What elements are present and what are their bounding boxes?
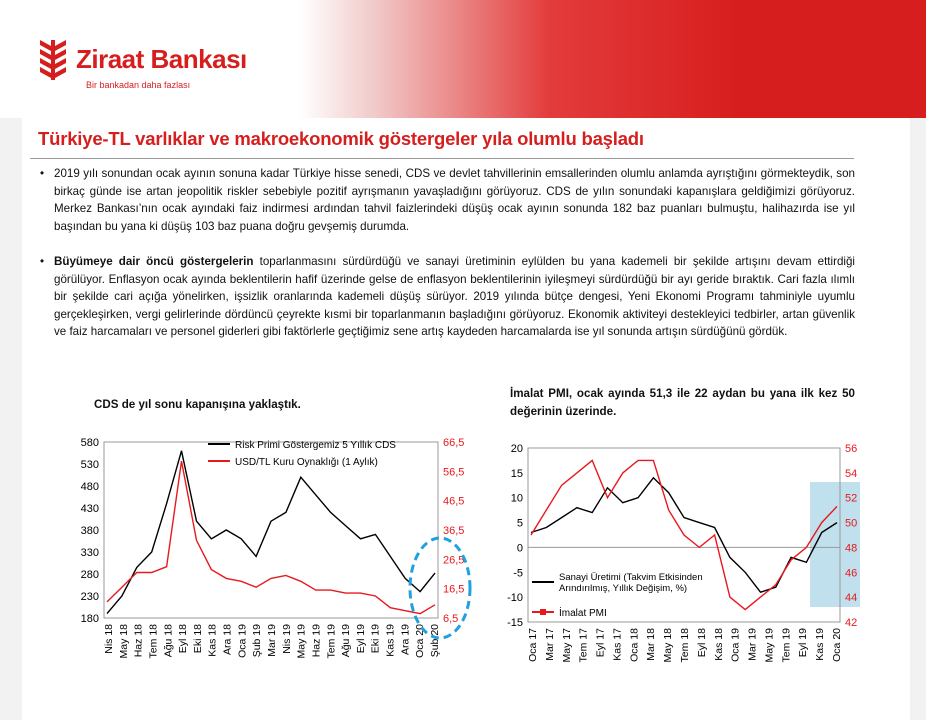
x-tick-label: Nis 18	[103, 624, 115, 654]
y-right-tick-label: 16,5	[443, 583, 465, 596]
x-tick-label: Kas 19	[814, 628, 827, 661]
y-left-tick-label: 530	[80, 459, 99, 471]
x-tick-label: Eyl 19	[797, 628, 810, 658]
x-tick-label: May 18	[117, 624, 130, 659]
y-right-tick-label: 56,5	[443, 466, 465, 479]
x-tick-label: Mar 19	[746, 628, 759, 661]
y-right-tick-label: 6,5	[443, 613, 459, 625]
x-tick-label: Tem 19	[325, 624, 338, 659]
x-tick-label: Tem 18	[679, 628, 691, 663]
y-right-tick-label: 46	[845, 567, 858, 580]
x-tick-label: Kas 18	[206, 624, 219, 657]
legend-label: İmalat PMI	[559, 608, 607, 619]
legend-label: Risk Primi Göstergemiz 5 Yıllık CDS	[235, 440, 396, 451]
x-tick-label: Oca 19	[236, 624, 249, 658]
wheat-logo-icon	[36, 38, 70, 82]
bullet-icon: •	[40, 167, 45, 180]
header-red-banner	[300, 0, 926, 118]
paragraph-1-text: 2019 yılı sonundan ocak ayının sonuna kadar Türkiye hisse senedi, CDS ve devlet tahvillerinin emsallerinden olumlu anlamda ayrıştığını görmekteydik, son birkaç günde ise artan jeopolitik riskler sebebiyle pozitif ayrışmanın yavaşladığını görüyoruz. CDS de yılın sonundaki kapanışlara geldiğimizi görüyoruz. Merkez Bankası’nın ocak ayındaki faiz indirmesi ardından tahvil faizlerindeki düşüş ocak ayının sonunda 182 baz puanları bulmuştu, halihazırda ise yıl başından bu yana ki düşüş 103 baz puana doğru gevşemiş durumda.	[54, 167, 855, 233]
x-tick-label: Mar 17	[543, 628, 556, 661]
x-tick-label: Eyl 17	[594, 628, 607, 658]
x-tick-label: Tem 19	[780, 628, 793, 663]
y-left-tick-label: 20	[510, 443, 523, 455]
y-left-tick-label: 330	[80, 547, 99, 559]
x-tick-label: Ağu 19	[340, 624, 353, 658]
cds-chart	[60, 420, 480, 670]
x-tick-label: Ara 18	[221, 624, 234, 655]
x-tick-label: Tem 17	[577, 628, 590, 663]
y-left-tick-label: 10	[510, 492, 523, 505]
x-tick-label: Eki 18	[191, 624, 204, 654]
x-tick-label: Eyl 18	[177, 624, 190, 654]
y-right-tick-label: 46,5	[443, 495, 465, 508]
brand-tagline: Bir bankadan daha fazlası	[86, 80, 191, 90]
pmi-chart	[490, 432, 870, 672]
y-right-tick-label: 42	[845, 617, 858, 629]
x-tick-label: May 17	[560, 628, 573, 663]
x-tick-label: Oca 18	[628, 628, 641, 662]
y-right-tick-label: 50	[845, 517, 858, 530]
paragraph-2-text	[54, 253, 855, 341]
y-left-tick-label: 380	[80, 525, 99, 537]
x-tick-label: Nis 19	[280, 624, 293, 654]
paragraph-2-bold: Büyümeye dair öncü göstergelerin	[54, 255, 254, 268]
y-left-tick-label: 480	[80, 481, 99, 493]
y-left-tick-label: -15	[507, 617, 523, 629]
y-left-tick-label: -5	[513, 567, 523, 580]
x-tick-label: May 19	[763, 628, 776, 663]
y-left-tick-label: 5	[516, 517, 523, 530]
page-title: Türkiye-TL varlıklar ve makroekonomik göstergeler yıla olumlu başladı	[38, 128, 644, 149]
y-right-tick-label: 44	[845, 592, 858, 605]
brand-logo	[36, 38, 276, 108]
x-tick-label: Eyl 18	[695, 628, 708, 658]
x-tick-label: Ara 19	[399, 624, 412, 655]
page-header	[0, 0, 926, 118]
paragraph-2	[40, 253, 855, 341]
y-left-tick-label: 230	[80, 591, 99, 603]
y-right-tick-label: 56	[845, 443, 858, 455]
x-tick-label: Eki 19	[369, 624, 382, 654]
x-tick-label: Haz 18	[132, 624, 145, 658]
x-tick-label: May 18	[662, 628, 675, 663]
paragraph-1	[40, 165, 855, 235]
x-tick-label: Ağu 18	[162, 624, 175, 658]
y-left-tick-label: -10	[507, 592, 523, 605]
y-left-tick-label: 180	[80, 613, 99, 625]
title-divider	[30, 158, 854, 159]
x-tick-label: Oca 20	[831, 628, 843, 662]
bullet-icon: •	[40, 255, 45, 268]
legend-label: Sanayi Üretimi (Takvim Etkisinden Arındırılmış, Yıllık Değişim, %)	[559, 572, 703, 594]
chart1-caption: CDS de yıl sonu kapanışına yaklaştık.	[94, 398, 301, 411]
x-tick-label: Oca 20	[414, 624, 427, 658]
x-tick-label: Kas 18	[712, 628, 725, 661]
x-tick-label: Haz 19	[310, 624, 323, 658]
x-tick-label: Şub 19	[251, 624, 264, 658]
y-left-tick-label: 280	[80, 569, 99, 581]
paragraph-2-rest: toparlanmasını sürdürdüğü ve sanayi üretiminin eylülden bu yana kademeli bir şekilde artışını devam ettirdiği görülüyor. Enflasyon ocak ayında beklentilerin hafif üzerinde gelse de enflasyon beklentilerinin iyileşmeyi sürdürdüğü bir ayı geride bıraktık. Cari fazla ılımlı bir şekilde cari açığa yönelirken, işsizlik oranlarında kademeli düşüş sürüyor. 2019 yılında bütçe dengesi, Yeni Ekonomi Programı tahminiyle uyumlu gerçekleşirken, vergi gelirlerinde dördüncü çeyrekte kısmi bir toparlanmanın başladığını görüyoruz. Ekonomik aktiviteyi destekleyici tedbirler, artan güvenlik ve faiz harcamaları ve personel giderleri gibi faktörlerle geçtiğimiz sene artış kaydeden harcamalarda ise yıl sonunda artışın sürdüğünü gördük.	[54, 255, 855, 338]
y-left-tick-label: 0	[516, 542, 523, 555]
chart2-caption: İmalat PMI, ocak ayında 51,3 ile 22 aydan bu yana ilk kez 50 değerinin üzerinde.	[510, 387, 855, 418]
x-tick-label: Mar 18	[645, 628, 658, 661]
y-right-tick-label: 54	[845, 467, 858, 480]
x-tick-label: Mar 19	[266, 624, 278, 657]
x-tick-label: Oca 17	[527, 628, 539, 662]
brand-name: Ziraat Bankası	[76, 44, 247, 74]
y-right-tick-label: 48	[845, 542, 858, 555]
x-tick-label: Tem 18	[147, 624, 160, 659]
y-left-tick-label: 580	[80, 437, 99, 449]
x-tick-label: May 19	[295, 624, 308, 659]
series-line-0	[107, 451, 435, 614]
x-tick-label: Oca 19	[729, 628, 742, 662]
y-right-tick-label: 66,5	[443, 437, 465, 449]
y-left-tick-label: 15	[510, 467, 523, 480]
x-tick-label: Eyl 19	[354, 624, 367, 654]
y-left-tick-label: 430	[80, 503, 99, 515]
y-right-tick-label: 36,5	[443, 525, 465, 537]
legend-marker	[540, 609, 546, 615]
y-right-tick-label: 52	[845, 492, 858, 505]
y-right-tick-label: 26,5	[443, 554, 465, 567]
x-tick-label: Şub 20	[429, 624, 441, 658]
x-tick-label: Kas 17	[611, 628, 624, 661]
legend-label: USD/TL Kuru Oynaklığı (1 Aylık)	[235, 457, 378, 468]
x-tick-label: Kas 19	[384, 624, 397, 657]
plot-frame	[104, 442, 438, 618]
